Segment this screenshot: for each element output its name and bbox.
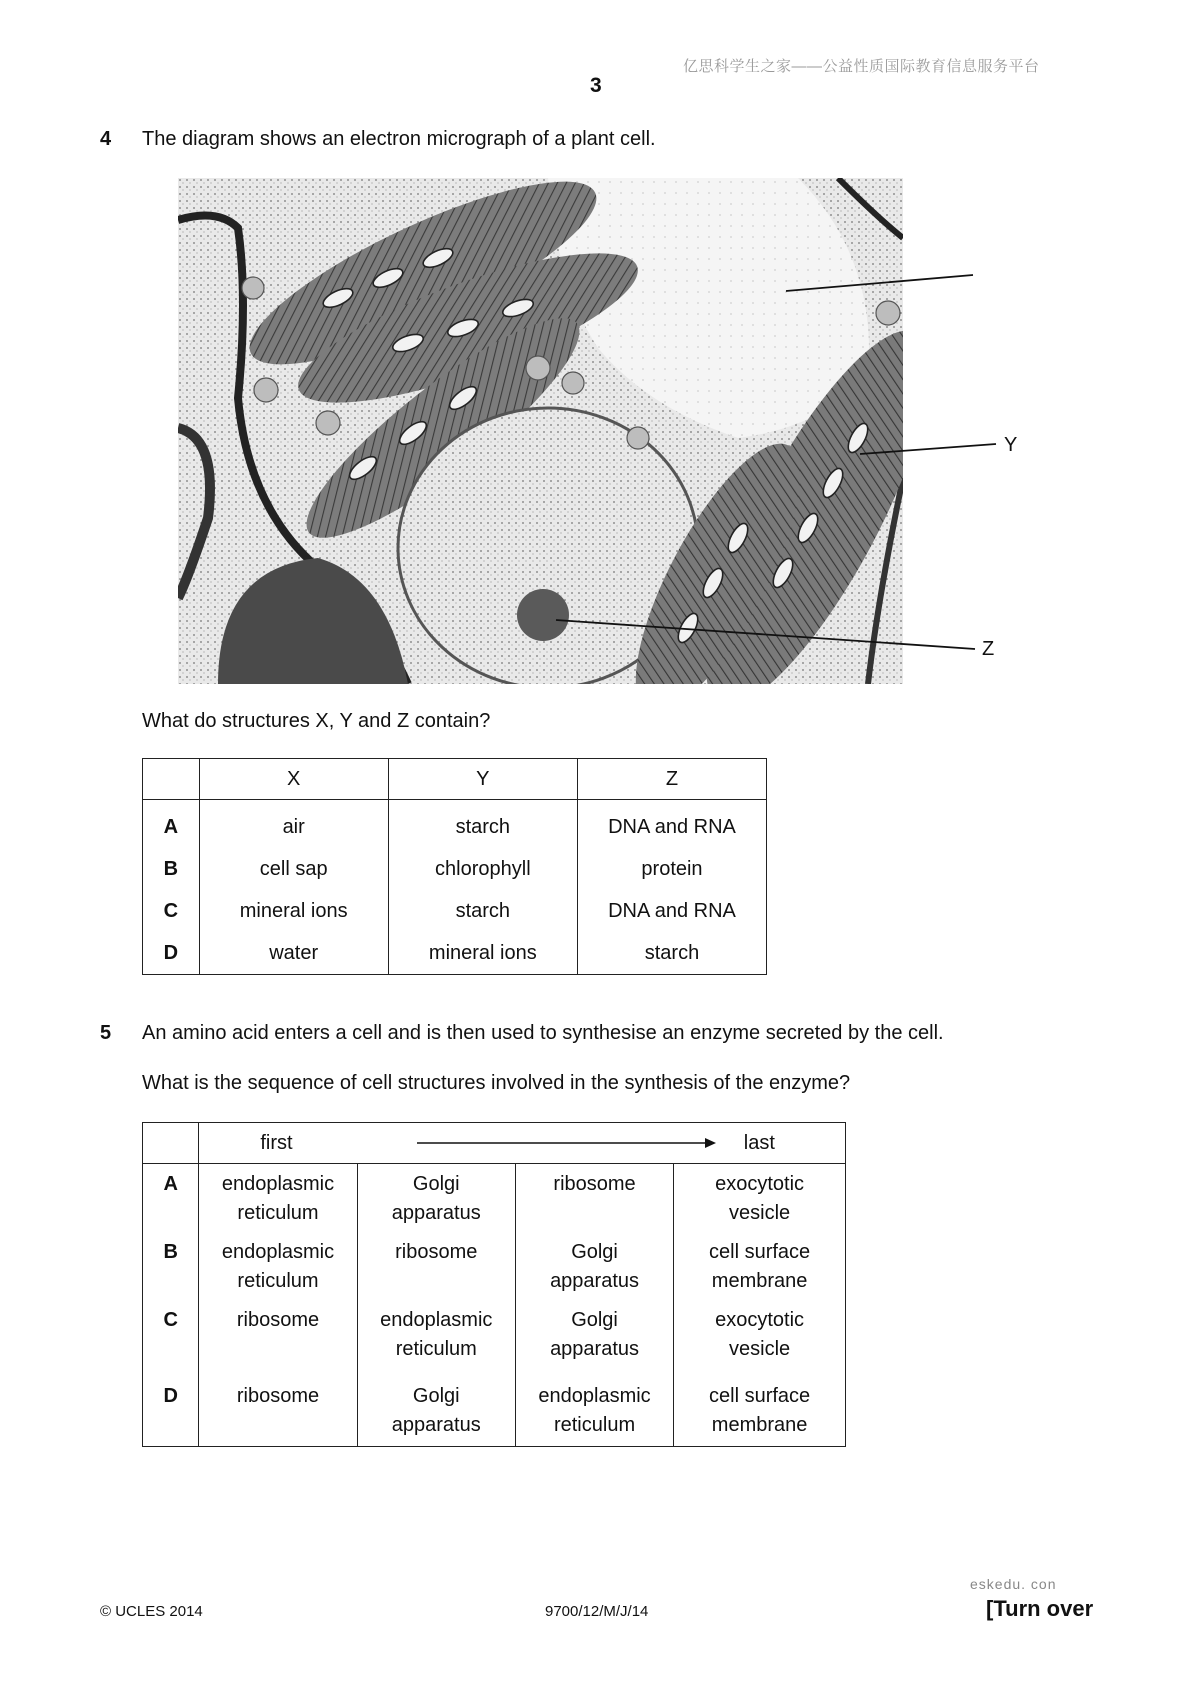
site-watermark: eskedu. con: [970, 1576, 1057, 1592]
sequence-arrow-icon: [417, 1135, 717, 1151]
cell: mineral ions: [388, 932, 577, 975]
option-letter: C: [143, 890, 200, 932]
cell-line: ribosome: [236, 1385, 320, 1407]
cell: mineral ions: [199, 890, 388, 932]
option-letter: A: [143, 1164, 199, 1233]
option-letter: D: [143, 1368, 199, 1447]
question-5-number: 5: [100, 1022, 112, 1044]
cell: [199, 1232, 357, 1300]
question-4-text: The diagram shows an electron micrograph of a plant cell.: [142, 128, 656, 150]
page-number: 3: [590, 74, 602, 97]
table-row: [143, 890, 767, 932]
cell-line: reticulum: [395, 1338, 477, 1360]
cell: [515, 1300, 673, 1368]
cell: [674, 1368, 846, 1447]
cell-line: ribosome: [395, 1241, 478, 1263]
cell-line: endoplasmic: [221, 1173, 335, 1195]
question-5-prompt: What is the sequence of cell structures involved in the synthesis of the enzyme?: [142, 1072, 851, 1094]
cell-line: reticulum: [237, 1270, 319, 1292]
cell-line: apparatus: [391, 1202, 481, 1224]
turn-over: [Turn over: [986, 1596, 1094, 1621]
cell-line: Golgi: [571, 1309, 618, 1331]
label-line-x: [786, 275, 973, 291]
cell: chlorophyll: [388, 848, 577, 890]
header-z: Z: [577, 759, 766, 800]
cell: [199, 1368, 357, 1447]
option-letter: A: [143, 800, 200, 849]
header-y: Y: [388, 759, 577, 800]
cell-line: vesicle: [729, 1338, 791, 1360]
label-lines: [0, 0, 1190, 720]
table-row: [143, 848, 767, 890]
question-5-text: An amino acid enters a cell and is then used to synthesise an enzyme secreted by the cell.: [142, 1022, 944, 1044]
cell-line: vesicle: [729, 1202, 791, 1224]
cell: [357, 1368, 515, 1447]
last-label: last: [674, 1123, 846, 1164]
first-label: first: [260, 1132, 293, 1154]
sequence-header: [199, 1123, 674, 1164]
cell-line: Golgi: [571, 1241, 618, 1263]
table-row: [143, 1300, 846, 1368]
cell: [357, 1232, 515, 1300]
blank-header-cell: [143, 759, 200, 800]
cell: [515, 1164, 673, 1233]
cell-line: Golgi: [412, 1173, 460, 1195]
question-5-options-table: [142, 1122, 846, 1447]
cell: [357, 1164, 515, 1233]
cell-line: membrane: [711, 1270, 808, 1292]
table-row: [143, 932, 767, 975]
cell-line: reticulum: [237, 1202, 319, 1224]
cell: starch: [388, 890, 577, 932]
cell: DNA and RNA: [577, 800, 766, 849]
cell: air: [199, 800, 388, 849]
cell-line: exocytotic: [715, 1173, 805, 1195]
label-line-y: [860, 444, 996, 454]
option-letter: B: [143, 848, 200, 890]
cell: cell sap: [199, 848, 388, 890]
cell-line: endoplasmic: [221, 1241, 335, 1263]
cell: starch: [388, 800, 577, 849]
cell: [674, 1232, 846, 1300]
cell: water: [199, 932, 388, 975]
option-letter: B: [143, 1232, 199, 1300]
label-y: Y: [1004, 434, 1018, 456]
cell-line: apparatus: [550, 1338, 640, 1360]
table-row: [143, 1368, 846, 1447]
cell-line: exocytotic: [715, 1309, 805, 1331]
table-header-row: [143, 759, 767, 800]
question-4-prompt: What do structures X, Y and Z contain?: [142, 710, 491, 732]
cell-line: reticulum: [553, 1414, 636, 1436]
label-z: Z: [982, 638, 995, 660]
cell-line: cell surface: [709, 1241, 811, 1263]
cell-line: ribosome: [553, 1173, 636, 1195]
watermark-text: 亿思科学生之家——公益性质国际教育信息服务平台: [683, 58, 1040, 75]
cell-line: cell surface: [709, 1385, 811, 1407]
cell-line: endoplasmic: [380, 1309, 493, 1331]
cell-line: ribosome: [236, 1309, 320, 1331]
table-header-row: [143, 1123, 846, 1164]
table-row: [143, 800, 767, 849]
option-letter: C: [143, 1300, 199, 1368]
cell: [674, 1300, 846, 1368]
cell: [357, 1300, 515, 1368]
cell: DNA and RNA: [577, 890, 766, 932]
paper-code: 9700/12/M/J/14: [545, 1603, 649, 1620]
option-letter: D: [143, 932, 200, 975]
cell: protein: [577, 848, 766, 890]
question-4-options-table: [142, 758, 767, 975]
table-row: [143, 1164, 846, 1233]
table-row: [143, 1232, 846, 1300]
cell: [515, 1232, 673, 1300]
label-line-z: [556, 620, 975, 649]
cell-line: membrane: [711, 1414, 808, 1436]
cell: [199, 1300, 357, 1368]
cell: [515, 1368, 673, 1447]
blank-header-cell: [143, 1123, 199, 1164]
header-x: X: [199, 759, 388, 800]
cell: [199, 1164, 357, 1233]
question-4-number: 4: [100, 128, 112, 150]
cell-line: apparatus: [391, 1414, 481, 1436]
cell: starch: [577, 932, 766, 975]
cell-line: Golgi: [412, 1385, 460, 1407]
copyright: © UCLES 2014: [100, 1603, 203, 1620]
cell-line: apparatus: [550, 1270, 640, 1292]
cell: [674, 1164, 846, 1233]
cell-line: endoplasmic: [538, 1385, 651, 1407]
